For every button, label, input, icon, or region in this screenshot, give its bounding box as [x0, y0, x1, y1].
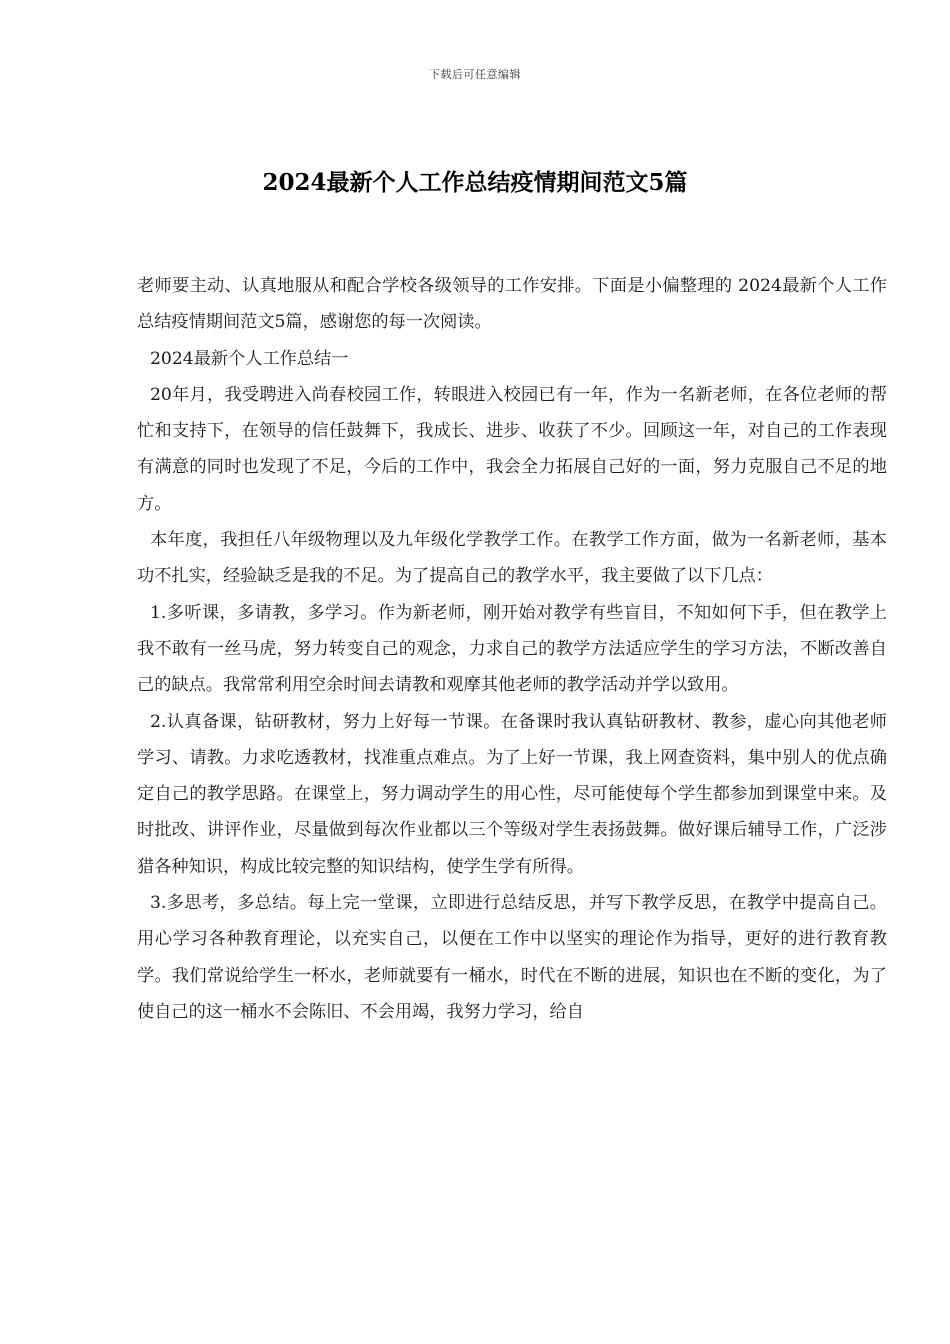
list-item-paragraph: 1.多听课，多请教，多学习。作为新老师，刚开始对教学有些盲目，不知如何下手，但在教学上我不敢有一丝马虎，努力转变自己的观念，力求自己的教学方法适应学生的学习方法，不断改善自己的缺点。我常常利用空余时间去请教和观摩其他老师的教学活动并学以致用。: [137, 602, 887, 696]
intro-paragraph: 老师要主动、认真地服从和配合学校各级领导的工作安排。下面是小偏整理的 2024最新个人工作总结疫情期间范文5篇，感谢您的每一次阅读。: [137, 276, 887, 333]
list-item-paragraph: 3.多思考，多总结。每上完一堂课，立即进行总结反思，并写下教学反思，在教学中提高自己。用心学习各种教育理论，以充实自己，以便在工作中以坚实的理论作为指导，更好的进行教育教学。我们常说给学生一杯水，老师就要有一桶水，时代在不断的进展，知识也在不断的变化，为了使自己的这一桶水不会陈旧、不会用竭，我努力学习，给自: [137, 893, 887, 1022]
document-title: 2024最新个人工作总结疫情期间范文5篇: [262, 169, 688, 196]
header-note: 下载后可任意编辑: [429, 68, 521, 81]
body-paragraph: 20年月，我受聘进入尚春校园工作，转眼进入校园已有一年，作为一名新老师，在各位老师的帮忙和支持下，在领导的信任鼓舞下，我成长、进步、收获了不少。回顾这一年，对自己的工作表现有满意的同时也发现了不足，今后的工作中，我会全力拓展自己好的一面，努力克服自己不足的地方。: [137, 384, 887, 514]
section-heading: 2024最新个人工作总结一: [150, 348, 349, 369]
body-paragraph: 本年度，我担任八年级物理以及九年级化学教学工作。在教学工作方面，做为一名新老师，基本功不扎实，经验缺乏是我的不足。为了提高自己的教学水平，我主要做了以下几点：: [137, 530, 887, 587]
list-item-paragraph: 2.认真备课，钻研教材，努力上好每一节课。在备课时我认真钻研教材、教参，虚心向其他老师学习、请教。力求吃透教材，找准重点难点。为了上好一节课，我上网查资料，集中别人的优点确定自己的教学思路。在课堂上，努力调动学生的用心性，尽可能使每个学生都参加到课堂中来。及时批改、讲评作业，尽量做到每次作业都以三个等级对学生表扬鼓舞。做好课后辅导工作，广泛涉猎各种知识，构成比较完整的知识结构，使学生学有所得。: [137, 711, 887, 877]
document-body: [137, 268, 887, 1030]
